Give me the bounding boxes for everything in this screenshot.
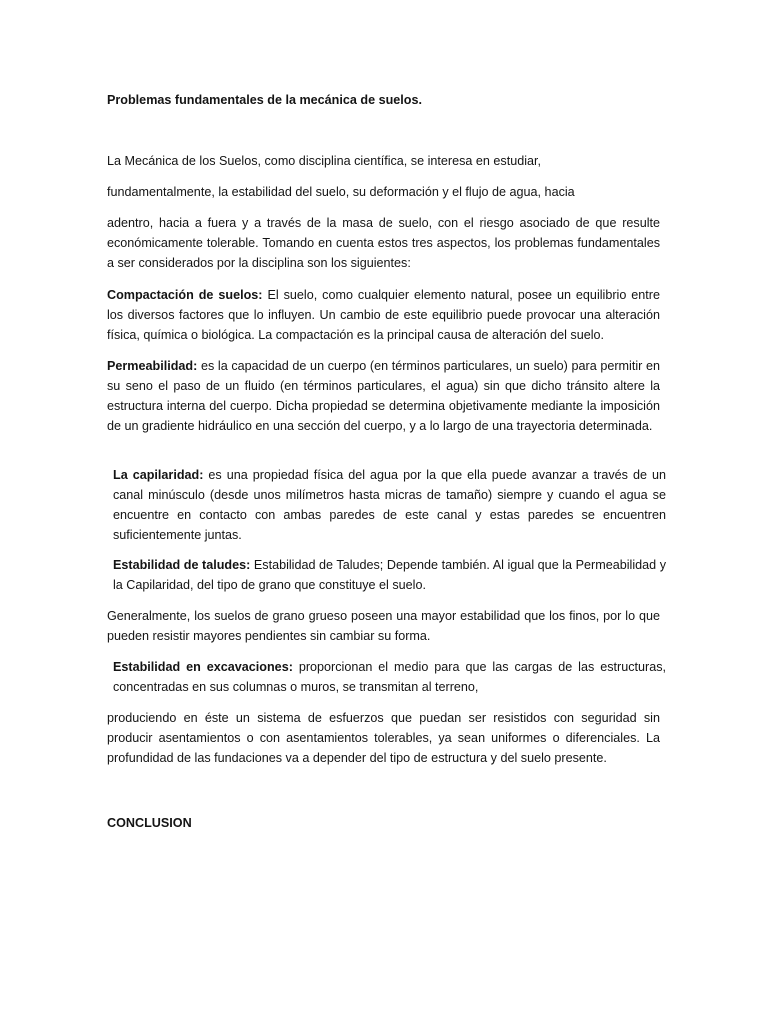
intro-paragraph: adentro, hacia a fuera y a través de la masa de suelo, con el riesgo asociado de que resulte económicamente tolerable. Tomando en cuenta estos tres aspectos, los problemas fundamentales a ser considerados por la disciplina son los siguientes: (107, 216, 660, 270)
excavaciones-paragraph-2: produciendo en éste un sistema de esfuerzos que puedan ser resistidos con seguridad sin producir asentamientos o con asentamientos tolerables, ya sean uniformes o diferenciales. La profundidad de las fundaciones va a depender del tipo de estructura y del suelo presente. (107, 711, 660, 765)
permeabilidad-paragraph (107, 356, 660, 436)
capilaridad-paragraph (107, 465, 666, 545)
document-title: Problemas fundamentales de la mecánica de suelos. (107, 93, 422, 107)
permeabilidad-body: es la capacidad de un cuerpo (en términos particulares, un suelo) para permitir en su seno el paso de un fluido (en términos particulares, el agua) sin que dicho tránsito altere la estructura interna del cuerpo. Dicha propiedad se determina objetivamente mediante la imposición de un gradiente hidráulico en una sección del cuerpo, y a lo largo de una trayectoria determinada. (107, 359, 660, 433)
capilaridad-heading: La capilaridad: (113, 468, 204, 482)
capilaridad-body: es una propiedad física del agua por la que ella puede avanzar a través de un canal minúsculo (desde unos milímetros hasta micras de tamaño) siempre y cuando el agua se encuentre en contacto con ambas paredes de este canal y estas paredes se encuentren suficientemente juntas. (113, 468, 666, 542)
taludes-paragraph-2: Generalmente, los suelos de grano grueso poseen una mayor estabilidad que los finos, por lo que pueden resistir mayores pendientes sin cambiar su forma. (107, 609, 660, 643)
intro-line-2: fundamentalmente, la estabilidad del suelo, su deformación y el flujo de agua, hacia (107, 185, 575, 199)
intro-line-1: La Mecánica de los Suelos, como disciplina científica, se interesa en estudiar, (107, 154, 542, 168)
compactacion-paragraph (107, 285, 660, 345)
taludes-heading: Estabilidad de taludes: (113, 558, 251, 572)
compactacion-body: El suelo, como cualquier elemento natural, posee un equilibrio entre los diversos factores que lo influyen. Un cambio de este equilibrio puede provocar una alteración física, química o biológica. La compactación es la principal causa de alteración del suelo. (107, 288, 660, 342)
excavaciones-paragraph (107, 657, 666, 697)
compactacion-heading: Compactación de suelos: (107, 288, 263, 302)
taludes-paragraph (107, 555, 666, 595)
excavaciones-heading: Estabilidad en excavaciones: (113, 660, 293, 674)
taludes-body: Estabilidad de Taludes; Depende también. Al igual que la Permeabilidad y la Capilaridad, del tipo de grano que constituye el suelo. (113, 558, 667, 592)
excavaciones-body: proporcionan el medio para que las cargas de las estructuras, concentradas en sus columnas o muros, se transmitan al terreno, (113, 660, 666, 694)
conclusion-heading: CONCLUSION (107, 816, 192, 830)
permeabilidad-heading: Permeabilidad: (107, 359, 198, 373)
